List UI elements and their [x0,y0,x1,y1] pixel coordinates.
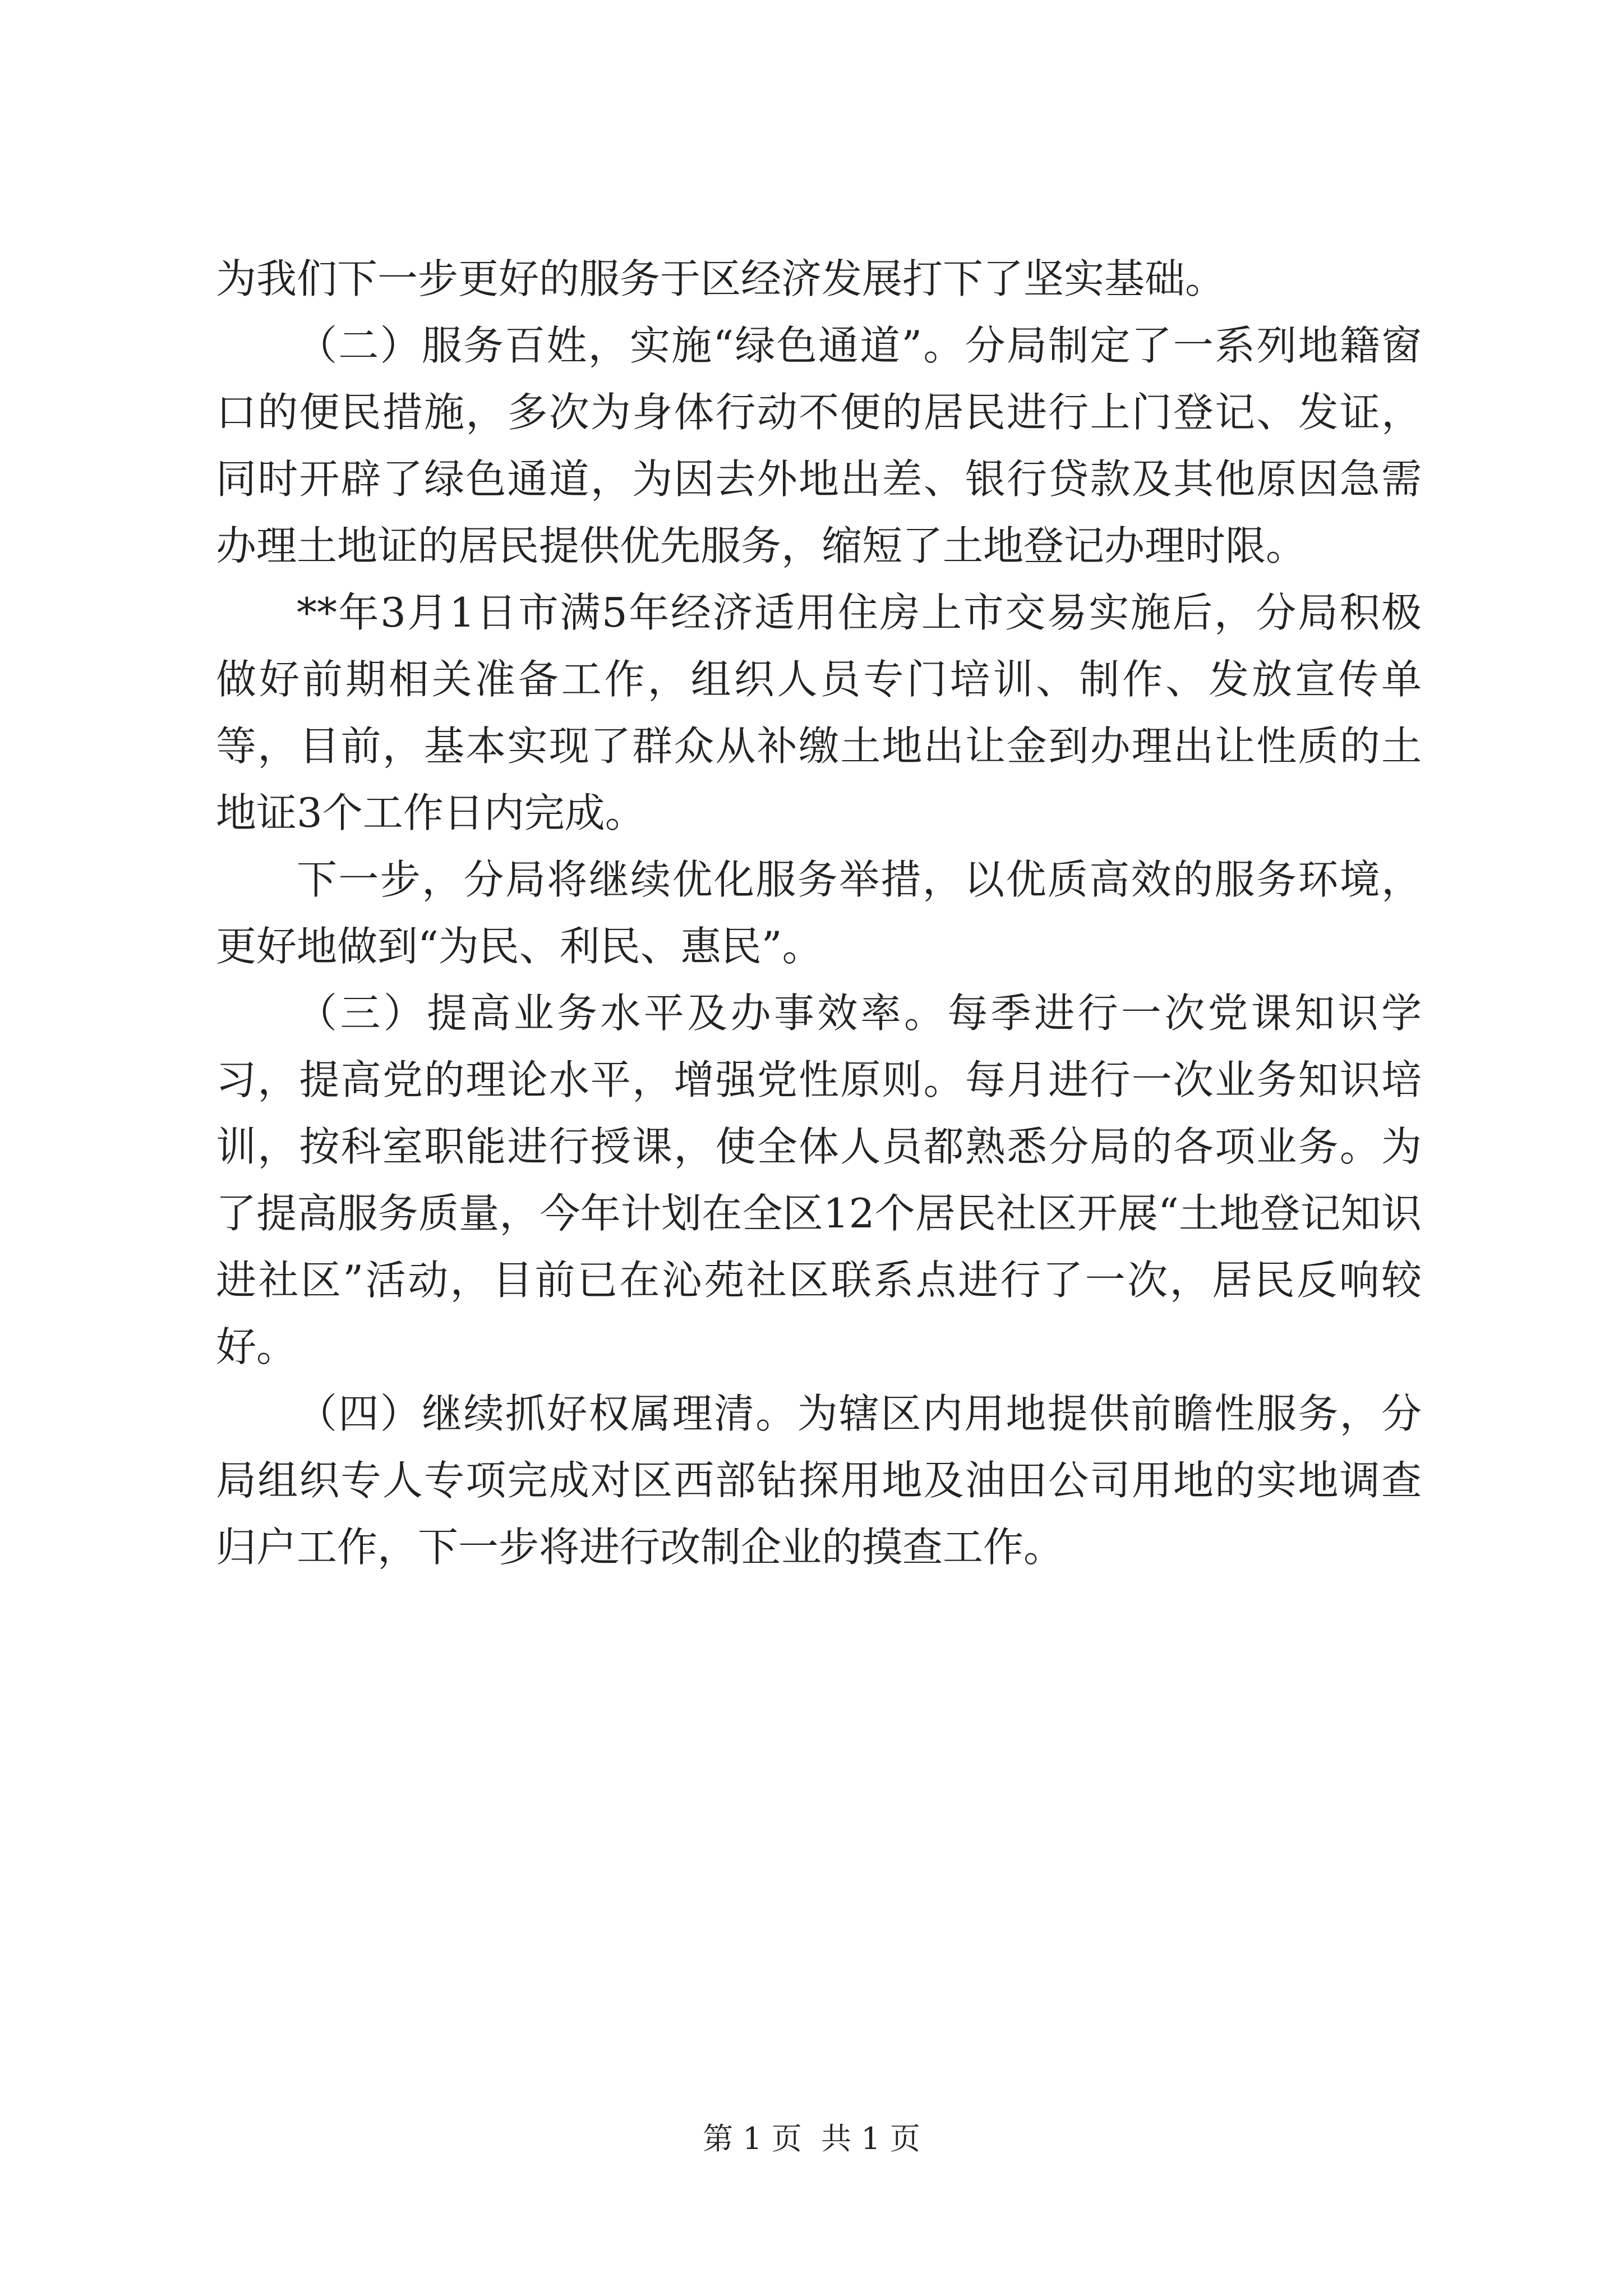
page-footer [0,2115,1623,2158]
paragraph-4: 下一步，分局将继续优化服务举措，以优质高效的服务环境，更好地做到“为民、利民、惠民”。 [216,856,1422,970]
document-body [216,246,1422,1581]
paragraph-5: （三）提高业务水平及办事效率。每季进行一次党课知识学习，提高党的理论水平，增强党性原则。每月进行一次业务知识培训，按科室职能进行授课，使全体人员都熟悉分局的各项业务。为了提高服务质量，今年计划在全区12个居民社区开展“土地登记知识进社区”活动，目前已在沁苑社区联系点进行了一次，居民反响较好。 [216,990,1422,1370]
page-number-label: 第 1 页 共 1 页 [703,2121,920,2156]
paragraph-1: 为我们下一步更好的服务于区经济发展打下了坚实基础。 [216,255,1226,302]
paragraph-2: （二）服务百姓，实施“绿色通道”。分局制定了一系列地籍窗口的便民措施，多次为身体行动不便的居民进行上门登记、发证，同时开辟了绿色通道，为因去外地出差、银行贷款及其他原因急需办理土地证的居民提供优先服务，缩短了土地登记办理时限。 [216,322,1422,569]
paragraph-3: **年3月1日市满5年经济适用住房上市交易实施后，分局积极做好前期相关准备工作，组织人员专门培训、制作、发放宣传单等，目前，基本实现了群众从补缴土地出让金到办理出让性质的土地证3个工作日内完成。 [216,589,1422,836]
paragraph-6: （四）继续抓好权属理清。为辖区内用地提供前瞻性服务，分局组织专人专项完成对区西部钻探用地及油田公司用地的实地调查归户工作，下一步将进行改制企业的摸查工作。 [216,1390,1422,1571]
